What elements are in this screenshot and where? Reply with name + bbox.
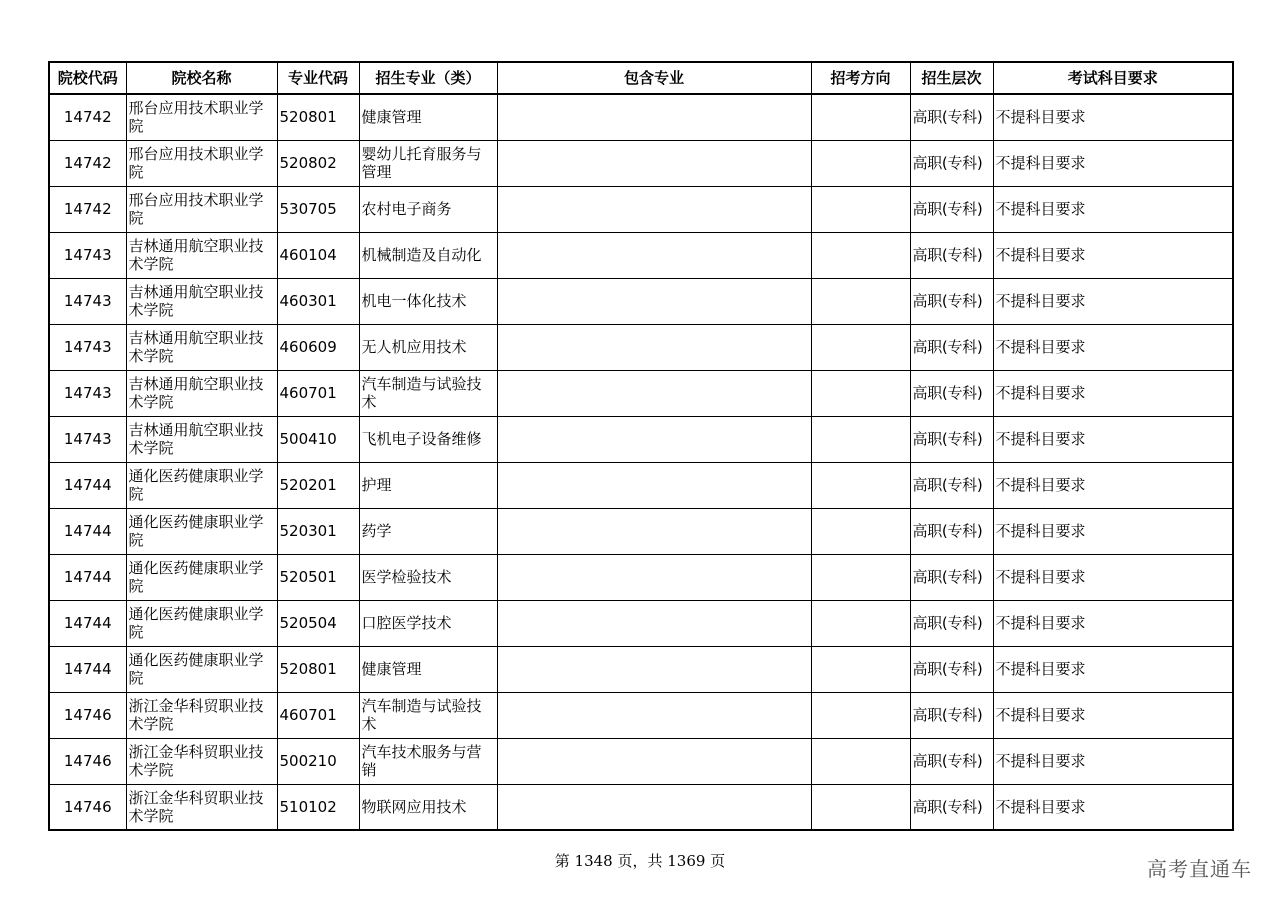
cell-level: 高职(专科) (910, 462, 993, 508)
cell-major-code: 460301 (277, 278, 359, 324)
table-row (49, 738, 1233, 784)
table-row (49, 554, 1233, 600)
cell-school-code: 14742 (49, 186, 126, 232)
table-row (49, 692, 1233, 738)
cell-school-name: 通化医药健康职业学院 (126, 462, 277, 508)
cell-direction (811, 186, 910, 232)
cell-school-code: 14743 (49, 370, 126, 416)
cell-direction (811, 600, 910, 646)
cell-direction (811, 94, 910, 140)
cell-requirement: 不提科目要求 (993, 94, 1233, 140)
cell-major-code: 500410 (277, 416, 359, 462)
header-school-name: 院校名称 (126, 62, 277, 94)
cell-requirement: 不提科目要求 (993, 416, 1233, 462)
watermark: 高考直通车 (1147, 857, 1252, 881)
cell-major: 健康管理 (359, 646, 497, 692)
cell-major-code: 460609 (277, 324, 359, 370)
cell-included-majors (497, 370, 811, 416)
cell-school-code: 14744 (49, 600, 126, 646)
cell-major: 飞机电子设备维修 (359, 416, 497, 462)
cell-level: 高职(专科) (910, 324, 993, 370)
cell-level: 高职(专科) (910, 232, 993, 278)
cell-major-code: 520801 (277, 646, 359, 692)
cell-included-majors (497, 738, 811, 784)
cell-school-code: 14746 (49, 738, 126, 784)
cell-school-code: 14744 (49, 508, 126, 554)
cell-major: 机械制造及自动化 (359, 232, 497, 278)
table-header (49, 62, 1233, 94)
header-level: 招生层次 (910, 62, 993, 94)
cell-level: 高职(专科) (910, 554, 993, 600)
cell-major: 汽车技术服务与营销 (359, 738, 497, 784)
cell-included-majors (497, 646, 811, 692)
cell-included-majors (497, 186, 811, 232)
cell-school-name: 吉林通用航空职业技术学院 (126, 416, 277, 462)
table-row (49, 232, 1233, 278)
cell-level: 高职(专科) (910, 508, 993, 554)
table-body (49, 94, 1233, 830)
cell-major-code: 460104 (277, 232, 359, 278)
cell-requirement: 不提科目要求 (993, 140, 1233, 186)
cell-included-majors (497, 508, 811, 554)
cell-school-name: 浙江金华科贸职业技术学院 (126, 692, 277, 738)
cell-school-name: 通化医药健康职业学院 (126, 646, 277, 692)
cell-requirement: 不提科目要求 (993, 462, 1233, 508)
cell-included-majors (497, 94, 811, 140)
table-row (49, 140, 1233, 186)
header-major-code: 专业代码 (277, 62, 359, 94)
cell-school-code: 14743 (49, 416, 126, 462)
cell-school-name: 吉林通用航空职业技术学院 (126, 232, 277, 278)
cell-major-code: 500210 (277, 738, 359, 784)
cell-school-name: 通化医药健康职业学院 (126, 600, 277, 646)
page-number: 第 1348 页，共 1369 页 (554, 852, 726, 870)
cell-major: 机电一体化技术 (359, 278, 497, 324)
cell-included-majors (497, 600, 811, 646)
table-row (49, 416, 1233, 462)
cell-school-code: 14743 (49, 278, 126, 324)
cell-included-majors (497, 554, 811, 600)
cell-major: 药学 (359, 508, 497, 554)
cell-school-name: 吉林通用航空职业技术学院 (126, 324, 277, 370)
header-direction: 招考方向 (811, 62, 910, 94)
cell-major-code: 530705 (277, 186, 359, 232)
cell-direction (811, 784, 910, 830)
cell-direction (811, 462, 910, 508)
cell-direction (811, 278, 910, 324)
cell-included-majors (497, 232, 811, 278)
cell-school-name: 邢台应用技术职业学院 (126, 94, 277, 140)
cell-level: 高职(专科) (910, 738, 993, 784)
cell-school-name: 邢台应用技术职业学院 (126, 140, 277, 186)
table-row (49, 508, 1233, 554)
table-row (49, 600, 1233, 646)
cell-school-name: 吉林通用航空职业技术学院 (126, 370, 277, 416)
cell-direction (811, 140, 910, 186)
cell-requirement: 不提科目要求 (993, 370, 1233, 416)
cell-direction (811, 646, 910, 692)
cell-requirement: 不提科目要求 (993, 278, 1233, 324)
cell-major: 口腔医学技术 (359, 600, 497, 646)
cell-major-code: 520801 (277, 94, 359, 140)
cell-school-code: 14746 (49, 692, 126, 738)
cell-school-code: 14743 (49, 232, 126, 278)
cell-level: 高职(专科) (910, 784, 993, 830)
cell-major: 健康管理 (359, 94, 497, 140)
cell-school-code: 14742 (49, 140, 126, 186)
cell-level: 高职(专科) (910, 278, 993, 324)
cell-school-name: 通化医药健康职业学院 (126, 554, 277, 600)
cell-school-code: 14744 (49, 554, 126, 600)
cell-major-code: 520504 (277, 600, 359, 646)
header-requirement: 考试科目要求 (993, 62, 1233, 94)
cell-requirement: 不提科目要求 (993, 784, 1233, 830)
cell-requirement: 不提科目要求 (993, 186, 1233, 232)
table-row (49, 462, 1233, 508)
cell-major-code: 520201 (277, 462, 359, 508)
cell-included-majors (497, 416, 811, 462)
cell-direction (811, 416, 910, 462)
cell-major-code: 510102 (277, 784, 359, 830)
admissions-table (48, 61, 1234, 831)
cell-major-code: 520802 (277, 140, 359, 186)
cell-included-majors (497, 462, 811, 508)
cell-level: 高职(专科) (910, 692, 993, 738)
cell-included-majors (497, 278, 811, 324)
cell-direction (811, 692, 910, 738)
cell-school-name: 浙江金华科贸职业技术学院 (126, 784, 277, 830)
header-school-code: 院校代码 (49, 62, 126, 94)
cell-major: 婴幼儿托育服务与管理 (359, 140, 497, 186)
cell-requirement: 不提科目要求 (993, 600, 1233, 646)
cell-major-code: 520301 (277, 508, 359, 554)
cell-level: 高职(专科) (910, 94, 993, 140)
header-major: 招生专业（类） (359, 62, 497, 94)
cell-major: 汽车制造与试验技术 (359, 692, 497, 738)
cell-school-name: 邢台应用技术职业学院 (126, 186, 277, 232)
cell-school-name: 浙江金华科贸职业技术学院 (126, 738, 277, 784)
cell-level: 高职(专科) (910, 370, 993, 416)
cell-requirement: 不提科目要求 (993, 232, 1233, 278)
cell-direction (811, 232, 910, 278)
cell-level: 高职(专科) (910, 186, 993, 232)
cell-school-code: 14744 (49, 462, 126, 508)
cell-school-code: 14742 (49, 94, 126, 140)
table-row (49, 370, 1233, 416)
cell-requirement: 不提科目要求 (993, 324, 1233, 370)
cell-included-majors (497, 324, 811, 370)
cell-included-majors (497, 140, 811, 186)
table-row (49, 94, 1233, 140)
cell-requirement: 不提科目要求 (993, 646, 1233, 692)
header-included-majors: 包含专业 (497, 62, 811, 94)
cell-major-code: 520501 (277, 554, 359, 600)
cell-included-majors (497, 784, 811, 830)
cell-requirement: 不提科目要求 (993, 508, 1233, 554)
cell-level: 高职(专科) (910, 646, 993, 692)
cell-school-code: 14744 (49, 646, 126, 692)
cell-level: 高职(专科) (910, 416, 993, 462)
cell-major: 护理 (359, 462, 497, 508)
cell-direction (811, 324, 910, 370)
cell-major: 汽车制造与试验技术 (359, 370, 497, 416)
cell-major: 无人机应用技术 (359, 324, 497, 370)
cell-requirement: 不提科目要求 (993, 738, 1233, 784)
cell-major-code: 460701 (277, 692, 359, 738)
cell-requirement: 不提科目要求 (993, 554, 1233, 600)
cell-major: 物联网应用技术 (359, 784, 497, 830)
cell-level: 高职(专科) (910, 140, 993, 186)
cell-direction (811, 370, 910, 416)
table-row (49, 186, 1233, 232)
cell-school-name: 吉林通用航空职业技术学院 (126, 278, 277, 324)
cell-major: 农村电子商务 (359, 186, 497, 232)
cell-included-majors (497, 692, 811, 738)
cell-school-code: 14743 (49, 324, 126, 370)
table-row (49, 646, 1233, 692)
table-row (49, 324, 1233, 370)
cell-requirement: 不提科目要求 (993, 692, 1233, 738)
header-row (49, 62, 1233, 94)
cell-major-code: 460701 (277, 370, 359, 416)
cell-school-name: 通化医药健康职业学院 (126, 508, 277, 554)
cell-direction (811, 738, 910, 784)
table-row (49, 784, 1233, 830)
cell-major: 医学检验技术 (359, 554, 497, 600)
table-row (49, 278, 1233, 324)
cell-school-code: 14746 (49, 784, 126, 830)
cell-direction (811, 554, 910, 600)
cell-level: 高职(专科) (910, 600, 993, 646)
cell-direction (811, 508, 910, 554)
